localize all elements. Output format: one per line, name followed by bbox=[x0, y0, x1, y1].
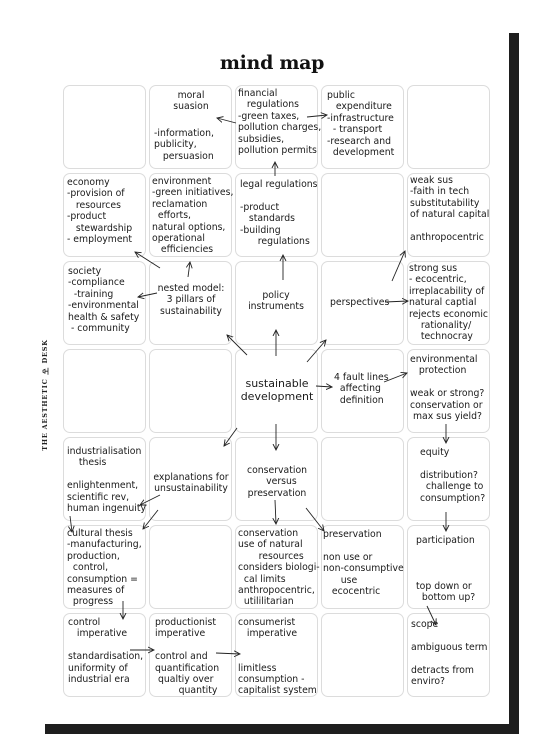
node-nested-model: nested model: 3 pillars of sustainability bbox=[157, 283, 225, 317]
node-perspectives: perspectives bbox=[330, 297, 390, 308]
node-cultural-thesis: cultural thesis -manufacturing, production, control, consumption = measures of progress bbox=[67, 528, 142, 608]
node-society: society -compliance -training -environmental health & safety - community bbox=[68, 266, 140, 335]
node-participation: participation top down or bottom up? bbox=[416, 535, 476, 604]
node-explanations: explanations for unsustainability bbox=[153, 472, 229, 495]
node-industrialisation-thesis: industrialisation thesis enlightenment, scientific rev, human ingenuity bbox=[67, 446, 146, 515]
grid-cell bbox=[407, 85, 490, 169]
node-environment: environment -green initiatives, reclamation efforts, natural options, operational efficiencies bbox=[152, 176, 234, 256]
node-public-expenditure: public expenditure -infrastructure - transport -research and development bbox=[327, 90, 395, 159]
node-fault-lines: 4 fault lines affecting definition bbox=[334, 372, 389, 406]
brand-logo bbox=[41, 339, 49, 450]
grid-cell bbox=[149, 525, 232, 609]
grid-cell bbox=[149, 349, 232, 433]
node-productionist-imperative: productionist imperative control and quantification qualtiy over quantity bbox=[155, 617, 220, 697]
grid-cell bbox=[63, 349, 146, 433]
grid-cell bbox=[63, 85, 146, 169]
desk-lamp-icon bbox=[42, 366, 49, 375]
node-moral-suasion: moral suasion bbox=[173, 90, 209, 113]
node-conservation-versus: conservation versus preservation bbox=[246, 465, 308, 499]
node-conservation: conservation use of natural resources considers biologi- cal limits anthropocentric, utililitarian bbox=[238, 528, 320, 608]
node-policy-instruments: policy instruments bbox=[248, 290, 304, 313]
node-equity: equity distribution? challenge to consumption? bbox=[420, 447, 486, 504]
grid-cell bbox=[321, 613, 404, 697]
node-consumerist-imperative: consumerist imperative limitless consumption - capitalist system bbox=[238, 617, 317, 697]
node-weak-sus: weak sus -faith in tech substitutability of natural capital anthropocentric bbox=[410, 175, 490, 244]
node-strong-sus: strong sus - ecocentric, irreplacability of natural captial rejects economic rationality/ technocray bbox=[409, 263, 489, 343]
brand-name-left: THE AESTHETIC bbox=[41, 378, 49, 451]
node-control-imperative: control imperative standardisation, uniformity of industrial era bbox=[68, 617, 144, 686]
grid-cell bbox=[321, 437, 404, 521]
node-environmental-protection: environmental protection weak or strong? conservation or max sus yield? bbox=[410, 354, 485, 423]
node-sustainable-development: sustainable development bbox=[240, 377, 314, 403]
page-title: mind map bbox=[219, 52, 325, 74]
node-preservation: preservation non use or non-consumptive use ecocentric bbox=[323, 529, 404, 598]
grid-cell bbox=[321, 173, 404, 257]
node-legal-regulations: legal regulations -product standards -building regulations bbox=[240, 179, 318, 248]
brand-name-right: DESK bbox=[41, 339, 49, 364]
node-financial-regulations: financial regulations -green taxes, pollution charges, subsidies, pollution permits bbox=[238, 88, 322, 157]
node-economy: economy -provision of resources -product stewardship - employment bbox=[67, 177, 133, 246]
node-scope: scope ambiguous term detracts from enviro? bbox=[411, 619, 488, 688]
node-moral-suasion-items: -information, publicity, persuasion bbox=[154, 128, 214, 162]
